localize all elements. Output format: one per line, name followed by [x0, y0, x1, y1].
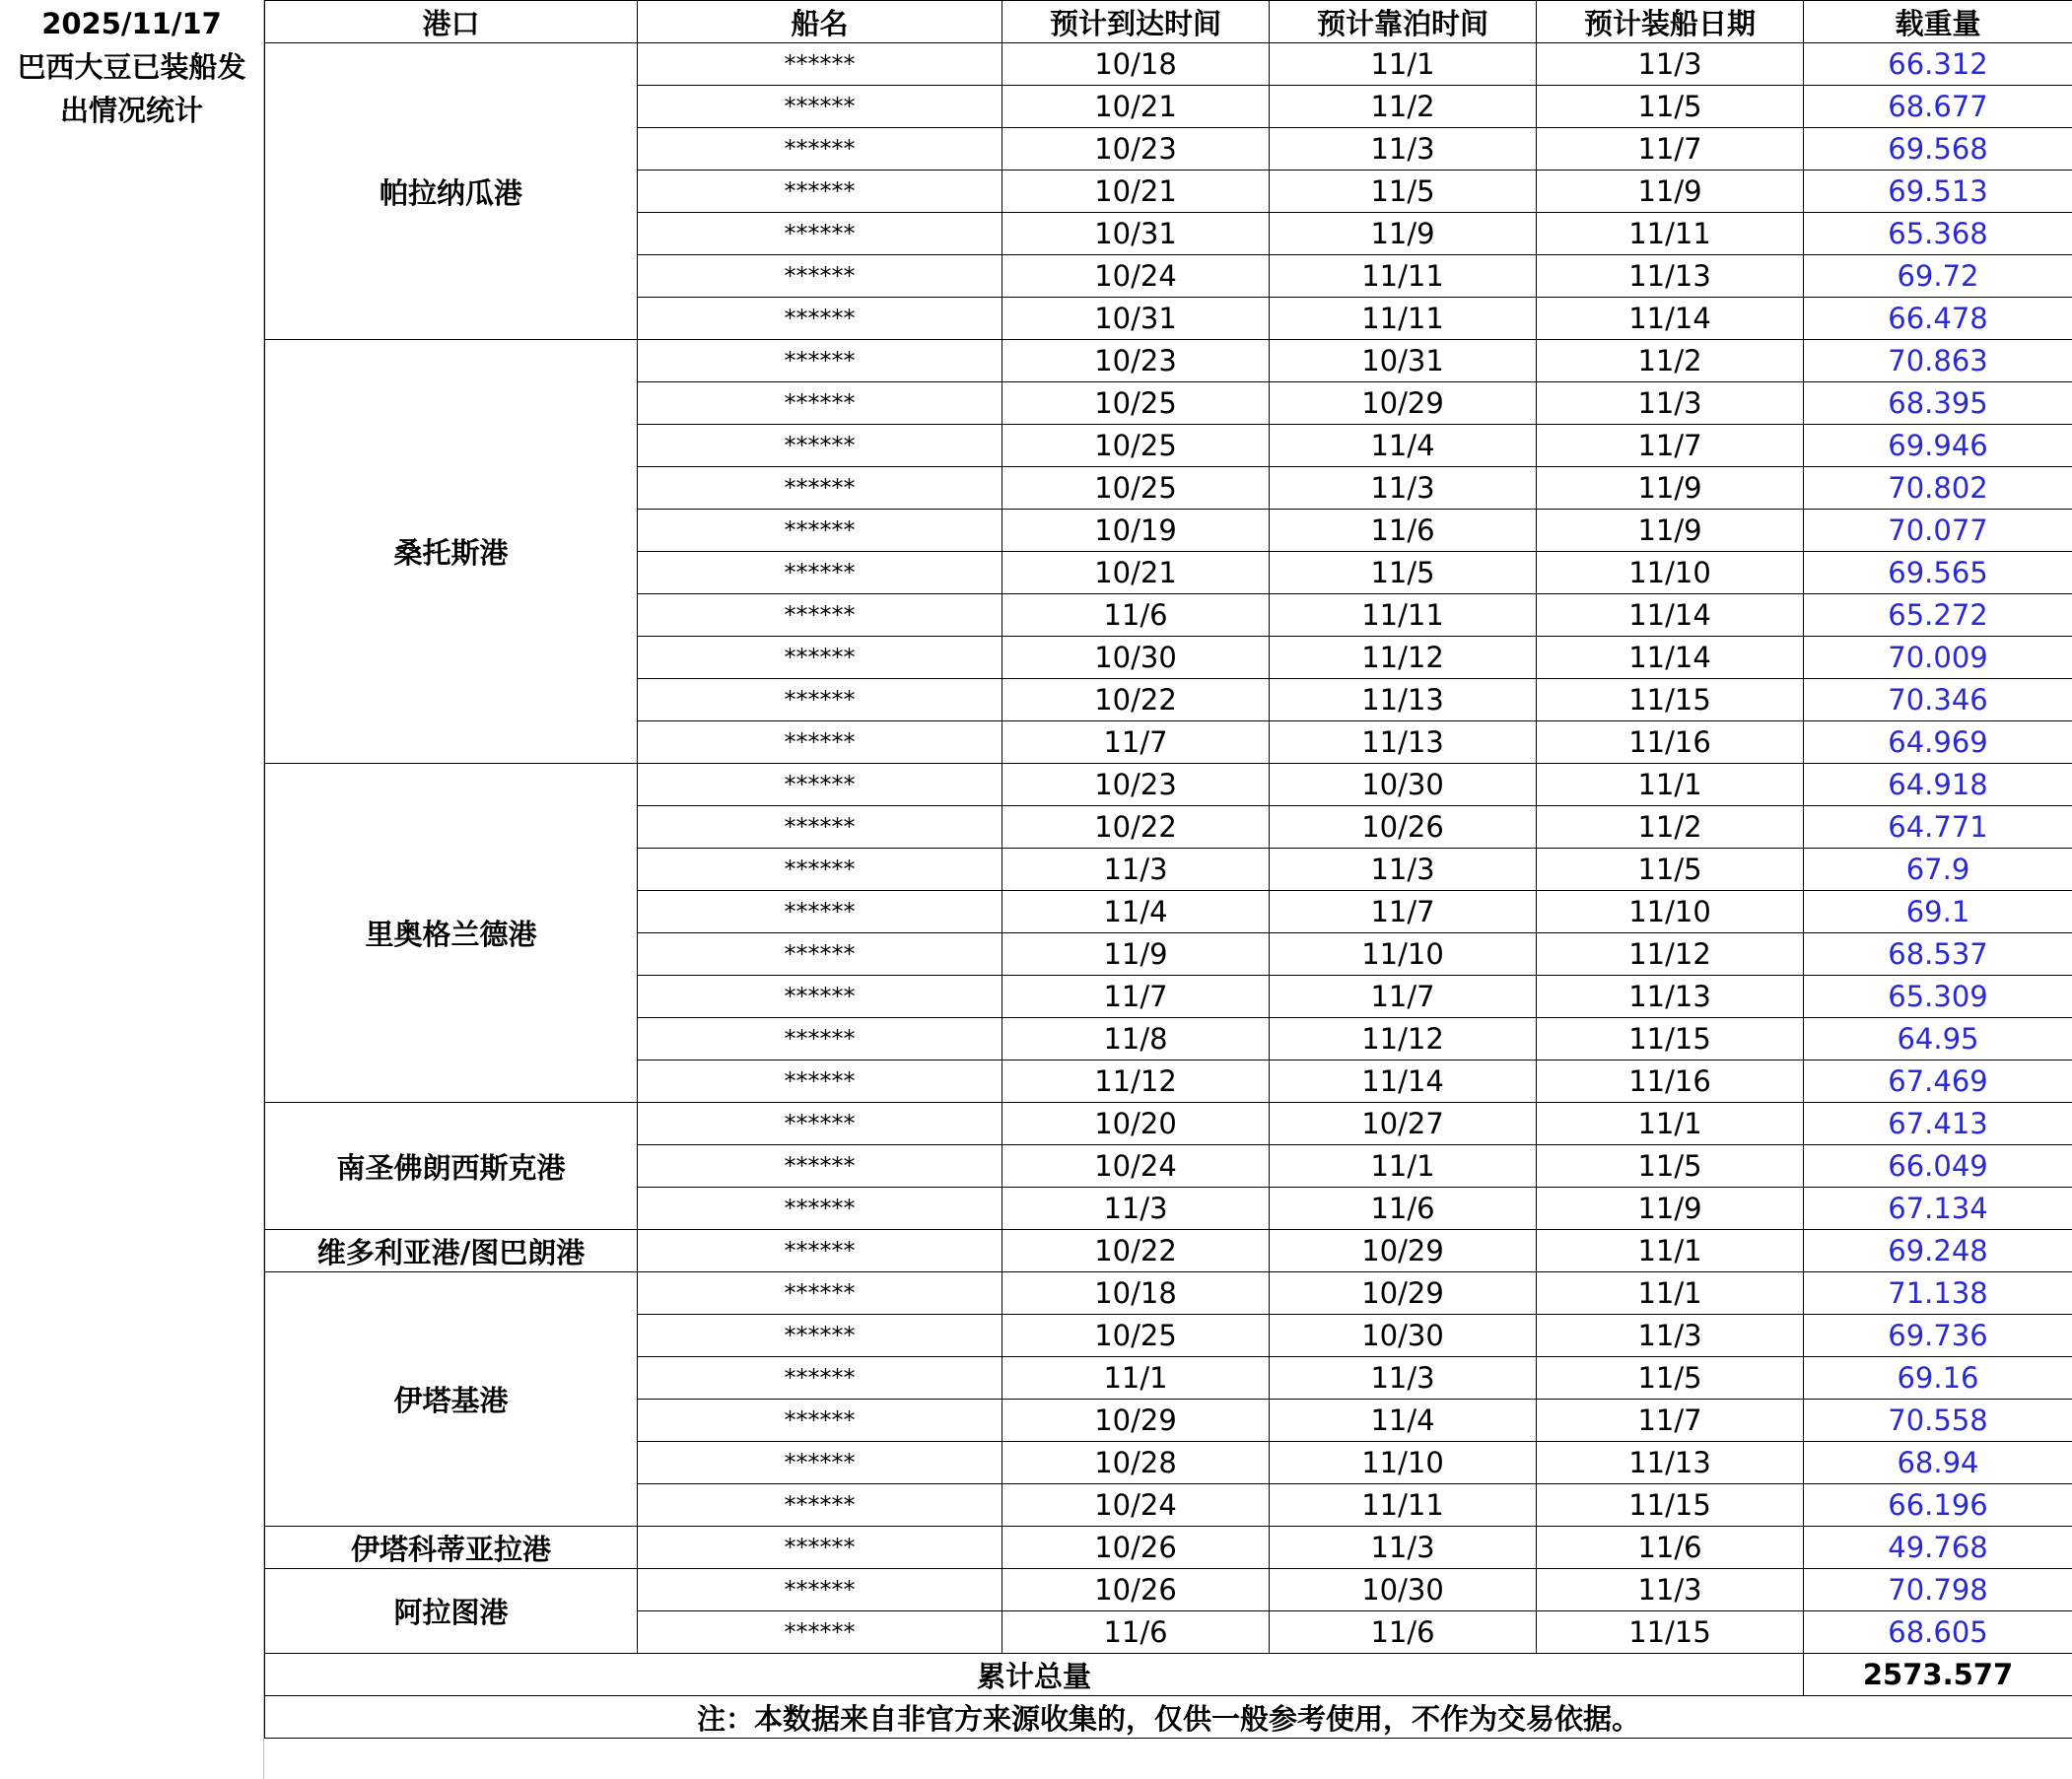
ship-name-cell: ******: [638, 1527, 1002, 1569]
total-row: [265, 1654, 2072, 1696]
header-ship-name: 船名: [638, 1, 1002, 43]
header-tonnage: 载重量: [1804, 1, 2072, 43]
header-eta: 预计到达时间: [1002, 1, 1270, 43]
ship-name-cell: ******: [638, 1188, 1002, 1230]
header-loading-date: 预计装船日期: [1537, 1, 1804, 43]
port-cell: 维多利亚港/图巴朗港: [265, 1230, 638, 1272]
loading-date-cell: 11/14: [1537, 637, 1804, 679]
loading-date-cell: 11/14: [1537, 298, 1804, 340]
tonnage-cell: 69.736: [1804, 1315, 2072, 1357]
port-cell: 桑托斯港: [265, 340, 638, 764]
loading-date-cell: 11/15: [1537, 1611, 1804, 1654]
report-title-line1: 巴西大豆已装船发: [17, 50, 246, 84]
tonnage-cell: 67.134: [1804, 1188, 2072, 1230]
berthing-cell: 10/30: [1270, 764, 1537, 806]
loading-date-cell: 11/7: [1537, 128, 1804, 171]
ship-name-cell: ******: [638, 1569, 1002, 1611]
ship-name-cell: ******: [638, 298, 1002, 340]
ship-name-cell: ******: [638, 467, 1002, 510]
report-title-line2: 出情况统计: [59, 94, 203, 127]
tonnage-cell: 70.863: [1804, 340, 2072, 382]
loading-date-cell: 11/1: [1537, 764, 1804, 806]
eta-cell: 10/22: [1002, 679, 1270, 721]
eta-cell: 10/21: [1002, 86, 1270, 128]
eta-cell: 10/18: [1002, 43, 1270, 86]
ship-name-cell: ******: [638, 1018, 1002, 1061]
berthing-cell: 11/2: [1270, 86, 1537, 128]
table-row: [265, 43, 2072, 86]
ship-name-cell: ******: [638, 213, 1002, 255]
loading-date-cell: 11/15: [1537, 1484, 1804, 1527]
tonnage-cell: 69.72: [1804, 255, 2072, 298]
eta-cell: 10/24: [1002, 255, 1270, 298]
berthing-cell: 11/6: [1270, 1188, 1537, 1230]
header-berthing: 预计靠泊时间: [1270, 1, 1537, 43]
ship-name-cell: ******: [638, 849, 1002, 891]
eta-cell: 10/31: [1002, 298, 1270, 340]
berthing-cell: 11/1: [1270, 43, 1537, 86]
loading-date-cell: 11/9: [1537, 1188, 1804, 1230]
ship-name-cell: ******: [638, 764, 1002, 806]
berthing-cell: 11/13: [1270, 679, 1537, 721]
note-row: [265, 1696, 2072, 1739]
loading-date-cell: 11/2: [1537, 806, 1804, 849]
berthing-cell: 11/3: [1270, 128, 1537, 171]
ship-name-cell: ******: [638, 86, 1002, 128]
eta-cell: 10/23: [1002, 764, 1270, 806]
eta-cell: 10/18: [1002, 1272, 1270, 1315]
tonnage-cell: 70.009: [1804, 637, 2072, 679]
tonnage-cell: 65.309: [1804, 976, 2072, 1018]
tonnage-cell: 71.138: [1804, 1272, 2072, 1315]
loading-date-cell: 11/1: [1537, 1103, 1804, 1145]
ship-name-cell: ******: [638, 933, 1002, 976]
eta-cell: 10/26: [1002, 1569, 1270, 1611]
berthing-cell: 11/7: [1270, 891, 1537, 933]
ship-name-cell: ******: [638, 510, 1002, 552]
total-value: 2573.577: [1804, 1654, 2072, 1696]
berthing-cell: 11/14: [1270, 1061, 1537, 1103]
loading-date-cell: 11/1: [1537, 1230, 1804, 1272]
ship-name-cell: ******: [638, 1061, 1002, 1103]
shipment-table: [264, 0, 2072, 1739]
ship-name-cell: ******: [638, 552, 1002, 594]
eta-cell: 10/24: [1002, 1484, 1270, 1527]
tonnage-cell: 66.049: [1804, 1145, 2072, 1188]
loading-date-cell: 11/13: [1537, 976, 1804, 1018]
tonnage-cell: 69.946: [1804, 425, 2072, 467]
berthing-cell: 11/4: [1270, 425, 1537, 467]
tonnage-cell: 64.918: [1804, 764, 2072, 806]
berthing-cell: 11/11: [1270, 255, 1537, 298]
eta-cell: 10/25: [1002, 425, 1270, 467]
table-row: [265, 1569, 2072, 1611]
tonnage-cell: 68.395: [1804, 382, 2072, 425]
ship-name-cell: ******: [638, 425, 1002, 467]
tonnage-cell: 64.95: [1804, 1018, 2072, 1061]
header-port: 港口: [265, 1, 638, 43]
header-row: [265, 1, 2072, 43]
eta-cell: 10/21: [1002, 552, 1270, 594]
tonnage-cell: 65.368: [1804, 213, 2072, 255]
loading-date-cell: 11/1: [1537, 1272, 1804, 1315]
eta-cell: 10/31: [1002, 213, 1270, 255]
ship-name-cell: ******: [638, 171, 1002, 213]
berthing-cell: 11/9: [1270, 213, 1537, 255]
loading-date-cell: 11/6: [1537, 1527, 1804, 1569]
tonnage-cell: 68.605: [1804, 1611, 2072, 1654]
tonnage-cell: 70.798: [1804, 1569, 2072, 1611]
tonnage-cell: 67.413: [1804, 1103, 2072, 1145]
port-cell: 里奥格兰德港: [265, 764, 638, 1103]
berthing-cell: 11/12: [1270, 1018, 1537, 1061]
loading-date-cell: 11/10: [1537, 891, 1804, 933]
tonnage-cell: 69.565: [1804, 552, 2072, 594]
ship-name-cell: ******: [638, 1103, 1002, 1145]
tonnage-cell: 65.272: [1804, 594, 2072, 637]
eta-cell: 11/8: [1002, 1018, 1270, 1061]
ship-name-cell: ******: [638, 679, 1002, 721]
eta-cell: 11/3: [1002, 1188, 1270, 1230]
ship-name-cell: ******: [638, 806, 1002, 849]
loading-date-cell: 11/13: [1537, 255, 1804, 298]
berthing-cell: 11/11: [1270, 1484, 1537, 1527]
berthing-cell: 11/1: [1270, 1145, 1537, 1188]
ship-name-cell: ******: [638, 340, 1002, 382]
tonnage-cell: 69.1: [1804, 891, 2072, 933]
tonnage-cell: 67.469: [1804, 1061, 2072, 1103]
eta-cell: 11/9: [1002, 933, 1270, 976]
tonnage-cell: 69.513: [1804, 171, 2072, 213]
eta-cell: 11/7: [1002, 721, 1270, 764]
tonnage-cell: 66.196: [1804, 1484, 2072, 1527]
eta-cell: 10/23: [1002, 340, 1270, 382]
tonnage-cell: 68.677: [1804, 86, 2072, 128]
berthing-cell: 11/3: [1270, 849, 1537, 891]
loading-date-cell: 11/5: [1537, 849, 1804, 891]
ship-name-cell: ******: [638, 1145, 1002, 1188]
eta-cell: 11/4: [1002, 891, 1270, 933]
berthing-cell: 10/29: [1270, 1230, 1537, 1272]
tonnage-cell: 67.9: [1804, 849, 2072, 891]
tonnage-cell: 68.94: [1804, 1442, 2072, 1484]
port-cell: 南圣佛朗西斯克港: [265, 1103, 638, 1230]
loading-date-cell: 11/2: [1537, 340, 1804, 382]
total-label: 累计总量: [265, 1654, 1804, 1696]
loading-date-cell: 11/5: [1537, 1357, 1804, 1400]
tonnage-cell: 68.537: [1804, 933, 2072, 976]
eta-cell: 10/29: [1002, 1400, 1270, 1442]
eta-cell: 11/6: [1002, 1611, 1270, 1654]
berthing-cell: 11/6: [1270, 1611, 1537, 1654]
eta-cell: 10/21: [1002, 171, 1270, 213]
berthing-cell: 11/3: [1270, 1357, 1537, 1400]
berthing-cell: 10/30: [1270, 1315, 1537, 1357]
tonnage-cell: 69.568: [1804, 128, 2072, 171]
berthing-cell: 11/7: [1270, 976, 1537, 1018]
ship-name-cell: ******: [638, 1484, 1002, 1527]
eta-cell: 11/1: [1002, 1357, 1270, 1400]
ship-name-cell: ******: [638, 1611, 1002, 1654]
table-row: [265, 764, 2072, 806]
ship-name-cell: ******: [638, 1400, 1002, 1442]
ship-name-cell: ******: [638, 1315, 1002, 1357]
ship-name-cell: ******: [638, 43, 1002, 86]
ship-name-cell: ******: [638, 976, 1002, 1018]
berthing-cell: 11/11: [1270, 298, 1537, 340]
loading-date-cell: 11/11: [1537, 213, 1804, 255]
loading-date-cell: 11/9: [1537, 510, 1804, 552]
ship-name-cell: ******: [638, 382, 1002, 425]
eta-cell: 11/6: [1002, 594, 1270, 637]
port-cell: 阿拉图港: [265, 1569, 638, 1654]
eta-cell: 10/23: [1002, 128, 1270, 171]
loading-date-cell: 11/9: [1537, 467, 1804, 510]
ship-name-cell: ******: [638, 891, 1002, 933]
loading-date-cell: 11/3: [1537, 382, 1804, 425]
eta-cell: 10/19: [1002, 510, 1270, 552]
loading-date-cell: 11/10: [1537, 552, 1804, 594]
eta-cell: 10/26: [1002, 1527, 1270, 1569]
ship-name-cell: ******: [638, 594, 1002, 637]
eta-cell: 10/25: [1002, 382, 1270, 425]
berthing-cell: 11/10: [1270, 933, 1537, 976]
table-row: [265, 1103, 2072, 1145]
eta-cell: 10/25: [1002, 467, 1270, 510]
port-cell: 伊塔基港: [265, 1272, 638, 1527]
berthing-cell: 11/3: [1270, 467, 1537, 510]
tonnage-cell: 70.558: [1804, 1400, 2072, 1442]
berthing-cell: 11/6: [1270, 510, 1537, 552]
eta-cell: 10/25: [1002, 1315, 1270, 1357]
loading-date-cell: 11/7: [1537, 425, 1804, 467]
eta-cell: 10/22: [1002, 1230, 1270, 1272]
eta-cell: 11/7: [1002, 976, 1270, 1018]
loading-date-cell: 11/13: [1537, 1442, 1804, 1484]
table-row: [265, 1272, 2072, 1315]
tonnage-cell: 69.16: [1804, 1357, 2072, 1400]
berthing-cell: 10/29: [1270, 382, 1537, 425]
eta-cell: 10/20: [1002, 1103, 1270, 1145]
berthing-cell: 11/13: [1270, 721, 1537, 764]
report-date: 2025/11/17: [41, 7, 222, 40]
ship-name-cell: ******: [638, 1357, 1002, 1400]
eta-cell: 10/30: [1002, 637, 1270, 679]
port-cell: 伊塔科蒂亚拉港: [265, 1527, 638, 1569]
table-row: [265, 1230, 2072, 1272]
ship-name-cell: ******: [638, 128, 1002, 171]
table-body: [265, 43, 2072, 1654]
ship-name-cell: ******: [638, 1230, 1002, 1272]
ship-name-cell: ******: [638, 637, 1002, 679]
berthing-cell: 11/11: [1270, 594, 1537, 637]
tonnage-cell: 64.771: [1804, 806, 2072, 849]
ship-name-cell: ******: [638, 1442, 1002, 1484]
tonnage-cell: 70.077: [1804, 510, 2072, 552]
loading-date-cell: 11/12: [1537, 933, 1804, 976]
table-row: [265, 1527, 2072, 1569]
tonnage-cell: 70.802: [1804, 467, 2072, 510]
berthing-cell: 11/3: [1270, 1527, 1537, 1569]
loading-date-cell: 11/5: [1537, 1145, 1804, 1188]
berthing-cell: 11/5: [1270, 552, 1537, 594]
berthing-cell: 10/29: [1270, 1272, 1537, 1315]
eta-cell: 11/12: [1002, 1061, 1270, 1103]
loading-date-cell: 11/5: [1537, 86, 1804, 128]
berthing-cell: 10/30: [1270, 1569, 1537, 1611]
eta-cell: 10/28: [1002, 1442, 1270, 1484]
loading-date-cell: 11/7: [1537, 1400, 1804, 1442]
eta-cell: 10/22: [1002, 806, 1270, 849]
tonnage-cell: 64.969: [1804, 721, 2072, 764]
table-row: [265, 340, 2072, 382]
ship-name-cell: ******: [638, 721, 1002, 764]
loading-date-cell: 11/3: [1537, 1569, 1804, 1611]
tonnage-cell: 49.768: [1804, 1527, 2072, 1569]
berthing-cell: 11/12: [1270, 637, 1537, 679]
sheet-title: [0, 0, 264, 1779]
loading-date-cell: 11/15: [1537, 1018, 1804, 1061]
ship-name-cell: ******: [638, 1272, 1002, 1315]
eta-cell: 11/3: [1002, 849, 1270, 891]
berthing-cell: 10/27: [1270, 1103, 1537, 1145]
berthing-cell: 11/4: [1270, 1400, 1537, 1442]
berthing-cell: 10/31: [1270, 340, 1537, 382]
tonnage-cell: 66.478: [1804, 298, 2072, 340]
port-cell: 帕拉纳瓜港: [265, 43, 638, 340]
berthing-cell: 11/10: [1270, 1442, 1537, 1484]
loading-date-cell: 11/16: [1537, 721, 1804, 764]
loading-date-cell: 11/3: [1537, 1315, 1804, 1357]
loading-date-cell: 11/14: [1537, 594, 1804, 637]
tonnage-cell: 70.346: [1804, 679, 2072, 721]
loading-date-cell: 11/9: [1537, 171, 1804, 213]
tonnage-cell: 66.312: [1804, 43, 2072, 86]
disclaimer-note: 注：本数据来自非官方来源收集的，仅供一般参考使用，不作为交易依据。: [265, 1696, 2072, 1739]
loading-date-cell: 11/16: [1537, 1061, 1804, 1103]
berthing-cell: 11/5: [1270, 171, 1537, 213]
ship-name-cell: ******: [638, 255, 1002, 298]
eta-cell: 10/24: [1002, 1145, 1270, 1188]
loading-date-cell: 11/15: [1537, 679, 1804, 721]
berthing-cell: 10/26: [1270, 806, 1537, 849]
tonnage-cell: 69.248: [1804, 1230, 2072, 1272]
loading-date-cell: 11/3: [1537, 43, 1804, 86]
